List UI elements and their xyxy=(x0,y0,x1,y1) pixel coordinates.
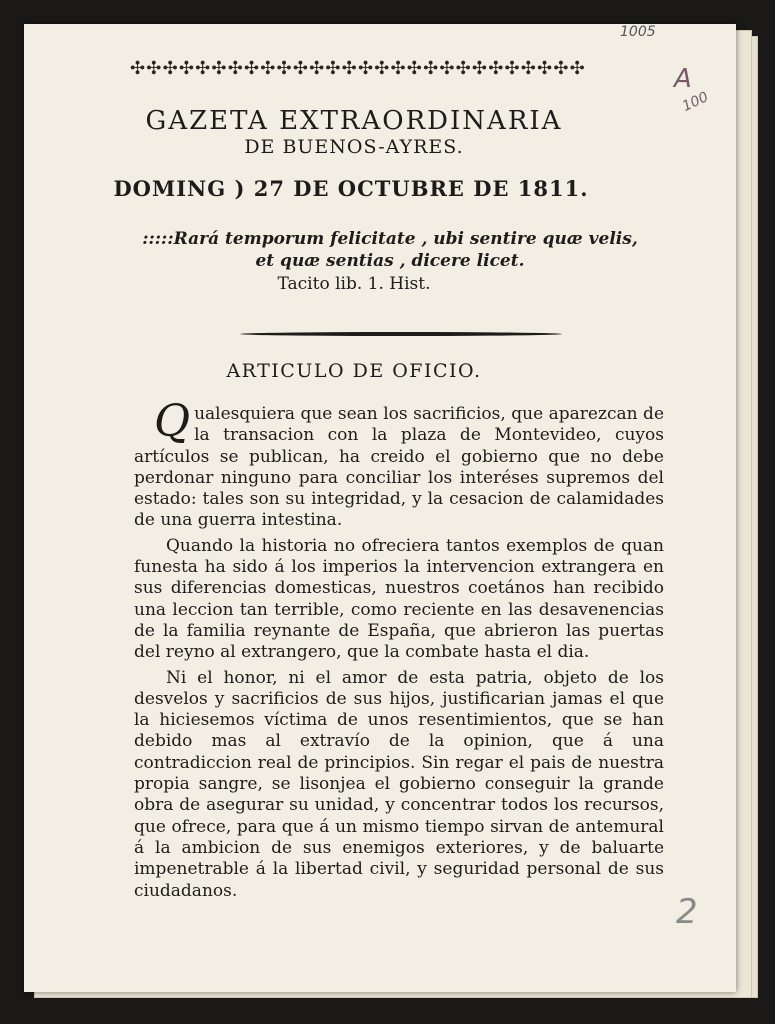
page-number: 1005 xyxy=(620,24,656,40)
motto-source: Tacito lib. 1. Hist. xyxy=(277,274,431,294)
gazette-subtitle: DE BUENOS-AYRES. xyxy=(244,136,464,158)
paragraph-3: Ni el honor, ni el amor de esta patria, objeto de los desvelos y sacrificios de sus hijos, justificarian jamas el que la hiciesemos víctima de unos resentimientos, que se han debido mas al extravío de la opinion, que á una contradiccion real de principios. Sin regar el pais de nuestra propia sangre, se lisonjea el gobierno conseguir la grande obra de asegurar su unidad, y concentrar todos los recursos, que ofrece, para que á un mismo tiempo sirvan de antemural á la ambicion de sus enemigos exteriores, y de baluarte impenetrable á la libertad civil, y seguridad personal de sus ciudadanos. xyxy=(134,667,664,901)
divider-rule xyxy=(240,332,562,336)
handwritten-number: 100 xyxy=(679,89,711,115)
paragraph-1 xyxy=(134,396,664,532)
paragraph-1-text: ualesquiera que sean los sacrificios, que aparezcan de la transacion con la plaza de Montevideo, cuyos artículos se publican, ha creido el gobierno que no debe perdonar ninguno para conciliar los interéses supremos del estado: tales son su integridad, y la cesacion de calamidades de una guerra intestina. xyxy=(134,404,664,531)
drop-cap: Q xyxy=(154,396,191,447)
handwritten-page-mark: 2 xyxy=(676,892,698,932)
motto-line-1: :::::Rará temporum felicitate , ubi sentire quæ velis, xyxy=(142,229,638,249)
ornament-border: ✣✣✣✣✣✣✣✣✣✣✣✣✣✣✣✣✣✣✣✣✣✣✣✣✣✣✣✣ xyxy=(130,58,586,79)
paragraph-2: Quando la historia no ofreciera tantos exemplos de quan funesta ha sido á los imperios la intervencion extrangera en sus diferencias domesticas, nuestros coetános han recibido una leccion tan terrible, como reciente en las desavenencias de la familia reynante de España, que abrieron las puertas del reyno al extrangero, que la combate hasta el dia. xyxy=(134,535,664,663)
handwritten-letter: A xyxy=(674,64,692,94)
latin-motto xyxy=(130,228,650,272)
article-heading: ARTICULO DE OFICIO. xyxy=(226,360,482,382)
article-body xyxy=(134,396,664,906)
issue-date: DOMING ) 27 DE OCTUBRE DE 1811. xyxy=(113,176,589,201)
newspaper-page xyxy=(24,24,736,992)
gazette-title: GAZETA EXTRAORDINARIA xyxy=(145,106,563,136)
motto-line-2: et quæ sentias , dicere licet. xyxy=(255,251,525,271)
